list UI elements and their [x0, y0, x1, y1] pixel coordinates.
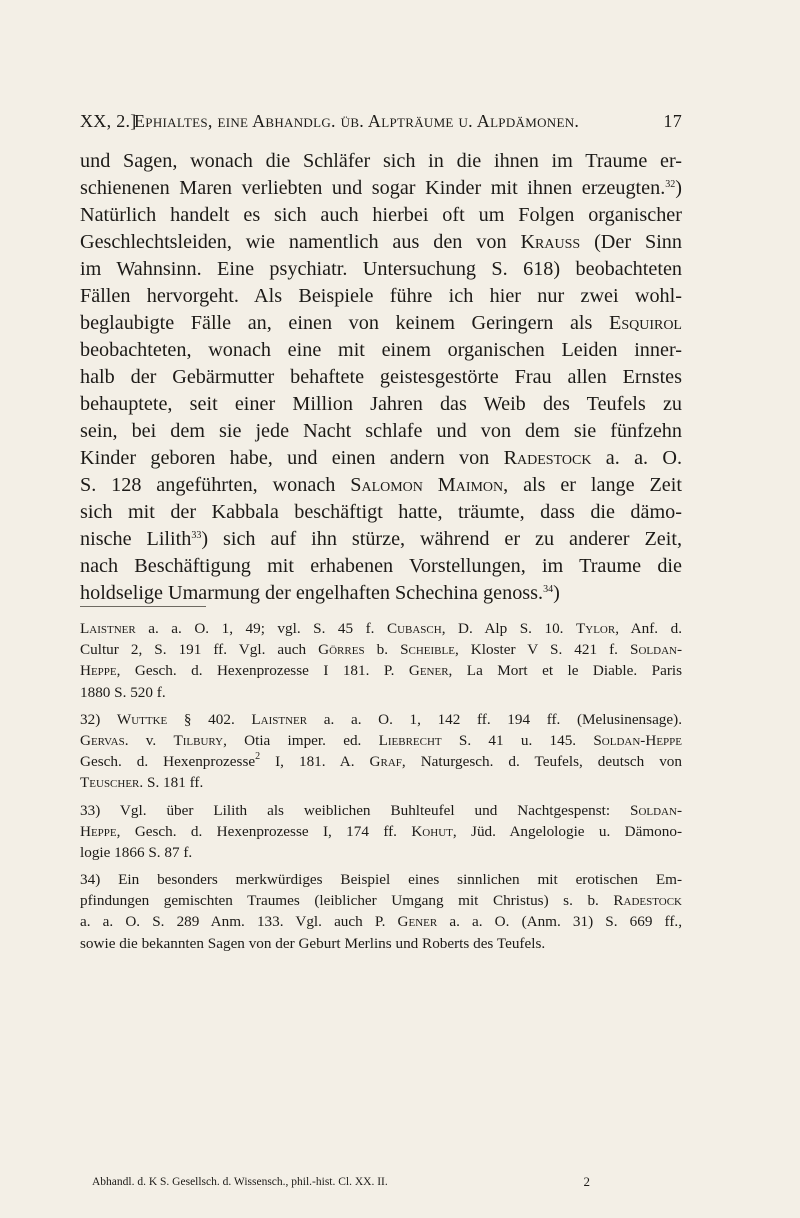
text-run: S. 128 angeführten, wonach — [80, 474, 351, 496]
text-line — [80, 175, 682, 202]
footnote-ref: 32 — [665, 179, 676, 190]
text-run: , Naturgesch. d. Teufels, deutsch von — [401, 753, 682, 771]
signature-mark: 2 — [583, 1174, 590, 1189]
author-name: Liebrecht — [378, 731, 442, 749]
text-run: pfindungen gemischten Traumes (leiblicher Umgang mit Christus) s. b. — [80, 892, 614, 910]
text-run: , Gesch. d. Hexenprozesse I, 174 ff. — [116, 822, 412, 840]
author-name: Cubasch — [386, 620, 442, 637]
author-name: Tylor — [575, 620, 616, 637]
footnote-line — [80, 709, 682, 730]
author-name: Krauss — [520, 231, 581, 253]
footnote-number: 32) — [80, 710, 117, 728]
page-number: 17 — [663, 111, 682, 131]
footnote-line — [80, 890, 682, 911]
text-line: beobachteten, wonach eine mit einem organischen Leiden inner- — [80, 339, 682, 361]
author-name: Soldan- — [630, 801, 682, 819]
text-run: ) — [675, 177, 682, 199]
text-line: Natürlich handelt es sich auch hierbei oft um Folgen organischer — [80, 204, 682, 226]
author-name: Laistner — [251, 710, 308, 728]
footnote-line — [80, 911, 682, 932]
text-run: a. a. O. S. 289 Anm. 133. Vgl. auch P. — [80, 913, 398, 931]
text-run: , La Mort et le Diable. Paris — [448, 662, 683, 680]
text-run: a. a. O. 1, 142 ff. 194 ff. (Melusinensage). — [307, 710, 682, 728]
author-name: Soldan-Heppe — [593, 731, 682, 749]
text-run: Geschlechtsleiden, wie namentlich aus den von — [80, 231, 521, 253]
author-name: Gener — [397, 913, 438, 931]
main-paragraph — [80, 148, 682, 607]
text-run: ) — [553, 582, 560, 604]
author-name: Esquirol — [608, 312, 682, 334]
author-name: Görres — [318, 641, 365, 659]
author-name: Gervas — [80, 731, 125, 749]
text-run: Cultur 2, S. 191 ff. Vgl. auch — [80, 641, 319, 659]
footnote-ref: 33 — [191, 530, 202, 541]
text-line: halb der Gebärmutter behaftete geistesgestörte Frau allen Ernstes — [80, 366, 682, 388]
author-name: Salomon Maimon — [350, 474, 504, 496]
author-name: Soldan- — [630, 641, 683, 659]
author-name: Graf — [369, 753, 402, 771]
author-name: Kohut — [411, 822, 453, 840]
text-line: behauptete, seit einer Million Jahren das Weib des Teufels zu — [80, 393, 682, 415]
text-run: I, 181. A. — [260, 753, 370, 771]
text-run: a. a. O. 1, 49; vgl. S. 45 f. — [135, 620, 387, 637]
text-line: im Wahnsinn. Eine psychiatr. Untersuchung S. 618) beobachteten — [80, 258, 682, 280]
text-line — [80, 310, 682, 337]
text-line: nach Beschäftigung mit erhabenen Vorstellungen, im Traume die — [80, 555, 682, 577]
text-run: , Kloster V S. 421 f. — [454, 641, 631, 659]
text-run: (Der Sinn — [580, 231, 682, 253]
text-line: sich mit der Kabbala beschäftigt hatte, träumte, dass die dämo- — [80, 501, 682, 523]
text-run: beglaubigte Fälle an, einen von keinem Geringern als — [80, 312, 609, 334]
text-line — [80, 580, 682, 607]
text-run: a. a. O. — [591, 447, 683, 469]
footnote-34 — [80, 869, 682, 954]
text-run: , als er lange Zeit — [503, 474, 682, 496]
text-run: nische Lilith — [80, 528, 192, 550]
author-name: Teuscher — [80, 774, 140, 792]
footnote-line — [80, 618, 682, 639]
footnotes — [80, 618, 682, 960]
author-name: Wuttke — [116, 710, 168, 728]
footnote-line — [80, 751, 682, 772]
text-run: a. a. O. (Anm. 31) S. 669 ff., — [437, 913, 682, 931]
author-name: Gener — [408, 662, 449, 680]
text-line — [80, 229, 682, 256]
footnote-line — [80, 772, 682, 793]
page-footer — [92, 1172, 590, 1192]
footnote-line: 34) Ein besonders merkwürdiges Beispiel eines sinnlichen mit erotischen Em- — [80, 871, 682, 889]
text-run: S. 41 u. 145. — [441, 731, 594, 749]
author-name: Scheible — [400, 641, 455, 659]
footnote-divider — [80, 606, 206, 607]
text-run: , Otia imper. ed. — [223, 731, 379, 749]
text-run: Gesch. d. Hexenprozesse — [80, 753, 256, 771]
text-line — [80, 526, 682, 553]
footnote-line: logie 1866 S. 87 f. — [80, 843, 193, 861]
text-run: Kinder geboren habe, und einen andern von — [80, 447, 504, 469]
footnote-line: sowie die bekannten Sagen von der Geburt Merlins und Roberts des Teufels. — [80, 934, 546, 952]
footnote-33 — [80, 800, 682, 864]
text-run: § 402. — [167, 710, 252, 728]
volume-reference: XX, 2.] — [80, 111, 137, 131]
author-name: Radestock — [613, 892, 682, 910]
footnote-line — [80, 660, 682, 681]
footnote-continued — [80, 618, 682, 703]
footnote-line — [80, 730, 682, 751]
text-line: und Sagen, wonach die Schläfer sich in die ihnen im Traume er- — [80, 150, 682, 172]
author-name: Heppe — [80, 822, 117, 840]
text-run: schienenen Maren verliebten und sogar Kinder mit ihnen erzeugten. — [80, 177, 666, 199]
edition-superscript: 2 — [255, 751, 261, 763]
text-run: ) sich auf ihn stürze, während er zu anderer Zeit, — [201, 528, 682, 550]
author-name: Heppe — [80, 662, 117, 680]
text-run: , D. Alp S. 10. — [441, 620, 576, 637]
footnote-line — [80, 800, 682, 821]
footnote-32 — [80, 709, 682, 794]
text-line — [80, 445, 682, 472]
text-run: holdselige Umarmung der engelhaften Schechina genoss. — [80, 582, 544, 604]
running-title: Ephialtes, eine Abhandlg. üb. Alpträume u. Alpdämonen. — [134, 111, 580, 131]
footnote-ref: 34 — [543, 584, 554, 595]
text-line: Fällen hervorgeht. Als Beispiele führe ich hier nur zwei wohl- — [80, 285, 682, 307]
footnote-line — [80, 821, 682, 842]
text-run: , Anf. d. — [615, 620, 682, 637]
author-name: Tilbury — [173, 731, 224, 749]
footnote-line: 1880 S. 520 f. — [80, 683, 166, 701]
text-line: sein, bei dem sie jede Nacht schlafe und von dem sie fünfzehn — [80, 420, 682, 442]
text-run: . v. — [124, 731, 174, 749]
text-run: 33) Vgl. über Lilith als weiblichen Buhlteufel und Nachtgespenst: — [80, 801, 630, 819]
publication-imprint: Abhandl. d. K S. Gesellsch. d. Wissensch., phil.-hist. Cl. XX. II. — [92, 1176, 388, 1188]
text-run: b. — [364, 641, 401, 659]
author-name: Laistner — [80, 620, 136, 637]
text-run: , Jüd. Angelologie u. Dämono- — [452, 822, 683, 840]
footnote-line — [80, 639, 682, 660]
text-run: , Gesch. d. Hexenprozesse I 181. P. — [116, 662, 409, 680]
author-name: Radestock — [503, 447, 592, 469]
text-run: . S. 181 ff. — [139, 774, 204, 792]
text-line — [80, 472, 682, 499]
running-head — [80, 106, 682, 136]
